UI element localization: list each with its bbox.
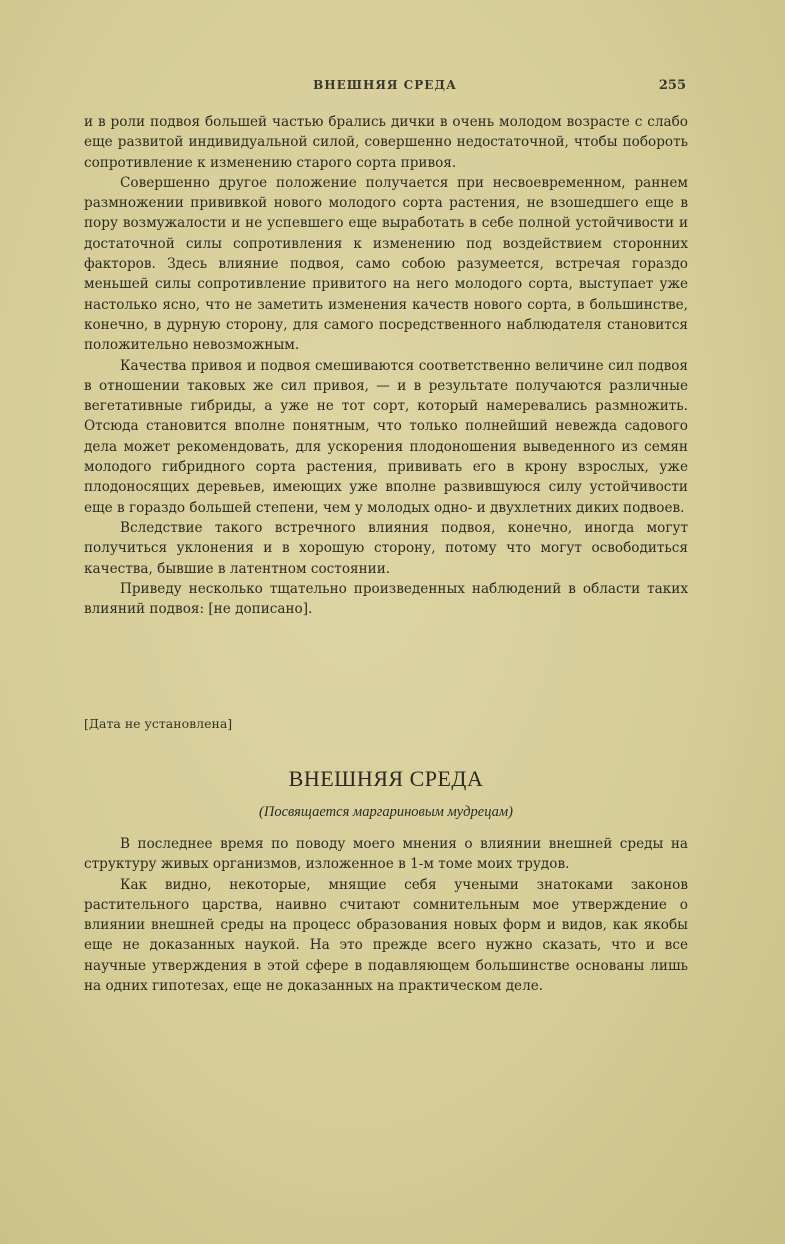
section-title: ВНЕШНЯЯ СРЕДА (288, 766, 484, 791)
paragraph: В последнее время по поводу моего мнения о влиянии внешней среды на структуру живых организмов, изложенное в 1-м томе моих трудов. (84, 836, 688, 873)
page-number: 255 (658, 78, 686, 93)
continued-text (84, 112, 688, 619)
paragraph: Совершенно другое положение получается при несвоевременном, раннем размножении прививкой нового молодого сорта растения, не взошедшего еще в пору возмужалости и не успевшего еще выработать в себе полной устойчивости и достаточной силы сопротивления к изменению под воздействием сторонних факторов. Здесь влияние подвоя, само собою разумеется, встречая гораздо меньшей силы сопротивление привитого на него молодого сорта, выступает уже настолько ясно, что не заметить изменения качеств нового сорта, в большинстве, конечно, в дурную сторону, для самого посредственного наблюдателя становится положительно невозможным. (84, 174, 688, 354)
paragraph: Вследствие такого встречного влияния подвоя, конечно, иногда могут получиться уклонения и в хорошую сторону, потому что могут освободиться качества, бывшие в латентном состоянии. (84, 519, 688, 577)
section-dedication: (Посвящается маргариновым мудрецам) (259, 804, 513, 820)
date-note: [Дата не установлена] (84, 716, 233, 731)
running-title: ВНЕШНЯЯ СРЕДА (313, 78, 457, 92)
running-header (84, 78, 686, 96)
paragraph: Приведу несколько тщательно произведенных наблюдений в области таких влияний подвоя: [не дописано]. (84, 580, 688, 618)
paragraph: Как видно, некоторые, мнящие себя учеными знатоками законов растительного царства, наивно считают сомнительным мое утверждение о влиянии внешней среды на процесс образования новых форм и видов, как якобы еще не доказанных наукой. На это прежде всего нужно сказать, что и все научные утверждения в этой сфере в подавляющем большинстве основаны лишь на одних гипотезах, еще не доказанных на практическом деле. (84, 876, 688, 995)
paragraph: и в роли подвоя большей частью брались дички в очень молодом возрасте с слабо еще развитой индивидуальной силой, совершенно недостаточной, чтобы побороть сопротивление к изменению старого сорта привоя. (84, 114, 688, 171)
section-text (84, 834, 688, 996)
paragraph: Качества привоя и подвоя смешиваются соответственно величине сил подвоя в отношении таковых же сил привоя, — и в результате получаются различные вегетативные гибриды, а уже не тот сорт, который намеревались размножить. Отсюда становится вполне понятным, что только полнейший невежда садового дела может рекомендовать, для ускорения плодоношения выведенного из семян молодого гибридного сорта растения, прививать его в крону взрослых, уже плодоносящих деревьев, имеющих уже вполне развившуюся силу устойчивости еще в гораздо большей степени, чем у молодых одно- и двухлетних диких подвоев. (84, 357, 688, 516)
